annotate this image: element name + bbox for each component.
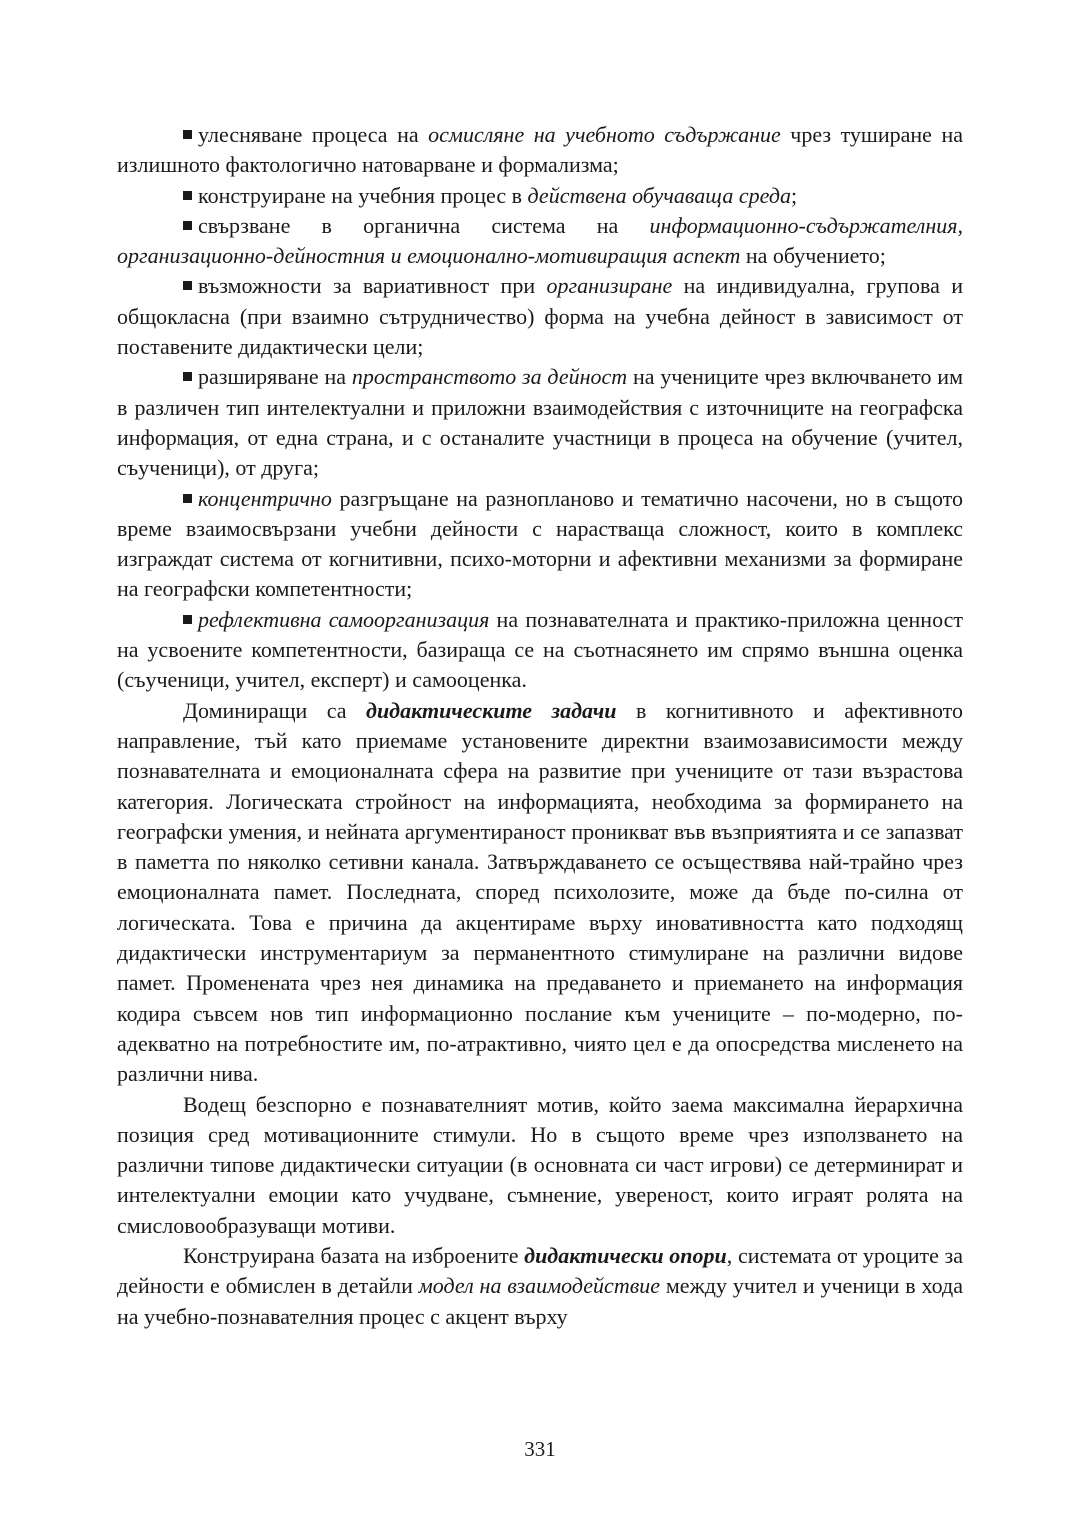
bullet-item: концентрично разгръщане на разнопланово и тематично насочени, но в същото време взаимосвързани учебни дейности с нарастваща сложност, които в комплекс изграждат система от когнитивни, психо-моторни и афективни механизми за формиране на географски компетентности; — [117, 485, 963, 602]
paragraph-motives: Водещ безспорно е познавателният мотив, който заема максимална йерархична позиция сред мотивационните стимули. Но в същото време чрез използването на различни типове дидактически ситуации (в основната си част игрови) се детерминират и интелектуални емоции като учудване, съмнение, увереност, които играят ролята на смисловообразуващи мотиви. — [117, 1091, 963, 1238]
square-bullet-icon — [183, 372, 192, 381]
square-bullet-icon — [183, 494, 192, 503]
page-body — [117, 120, 963, 1332]
square-bullet-icon — [183, 221, 192, 230]
square-bullet-icon — [183, 615, 192, 624]
paragraph-didactic-tasks: Доминиращи са дидактическите задачи в когнитивното и афективното направление, тъй като приемаме установените директни взаимозависимости между познавателната и емоционалната сфера на развитие при учениците от тази възрастова категория. Логическата стройност на информацията, необходима за формирането на географски умения, и нейната аргументираност проникват във възприятията и се запазват в паметта по няколко сетивни канала. Затвърждаването се осъществява най-трайно чрез емоционалната памет. Последната, според психолозите, може да бъде по-силна от логическата. Това е причина да акцентираме върху иновативността като подходящ дидактически инструментариум за перманентното стимулиране на различни видове памет. Променената чрез нея динамика на предаването и приемането на информация кодира съвсем нов тип информационно послание към учениците – по-модерно, по-адекватно на потребностите им, по-атрактивно, чиято цел е да опосредства мисленето на различни нива. — [117, 697, 963, 1087]
bullet-item: улесняване процеса на осмисляне на учебното съдържание чрез туширане на излишното фактологично натоварване и формализма; — [117, 122, 964, 178]
square-bullet-icon — [183, 281, 192, 290]
bullet-item: разширяване на пространството за дейност на учениците чрез включването им в различен тип интелектуални и приложни взаимодействия с източниците на географска информация, от една страна, и с останалите участници в процеса на обучение (учител, съученици), от друга; — [117, 364, 963, 481]
bullet-item: конструиране на учебния процес в действена обучаваща среда; — [117, 181, 963, 211]
page-number: 331 — [524, 1437, 556, 1461]
square-bullet-icon — [183, 130, 192, 139]
bullet-item: рефлективна самоорганизация на познавателната и практико-приложна ценност на усвоените компетентности, базираща се на съотнасянето им спрямо външна оценка (съученици, учител, експерт) и самооценка. — [117, 606, 964, 693]
bullet-item: възможности за вариативност при организиране на индивидуална, групова и общокласна (при взаимно сътрудничество) форма на учебна дейност в зависимост от поставените дидактически цели; — [117, 273, 964, 360]
paragraph-didactic-supports: Конструирана базата на изброените дидактически опори, системата от уроците за дейности е обмислен в детайли модел на взаимодействие между учител и ученици в хода на учебно-познавателния процес с акцент върху — [117, 1242, 963, 1329]
bullet-item: свързване в органична система на информационно-съдържателния, организационно-дейностния и емоционално-мотивиращия аспект на обучението; — [117, 212, 963, 269]
square-bullet-icon — [183, 191, 192, 200]
